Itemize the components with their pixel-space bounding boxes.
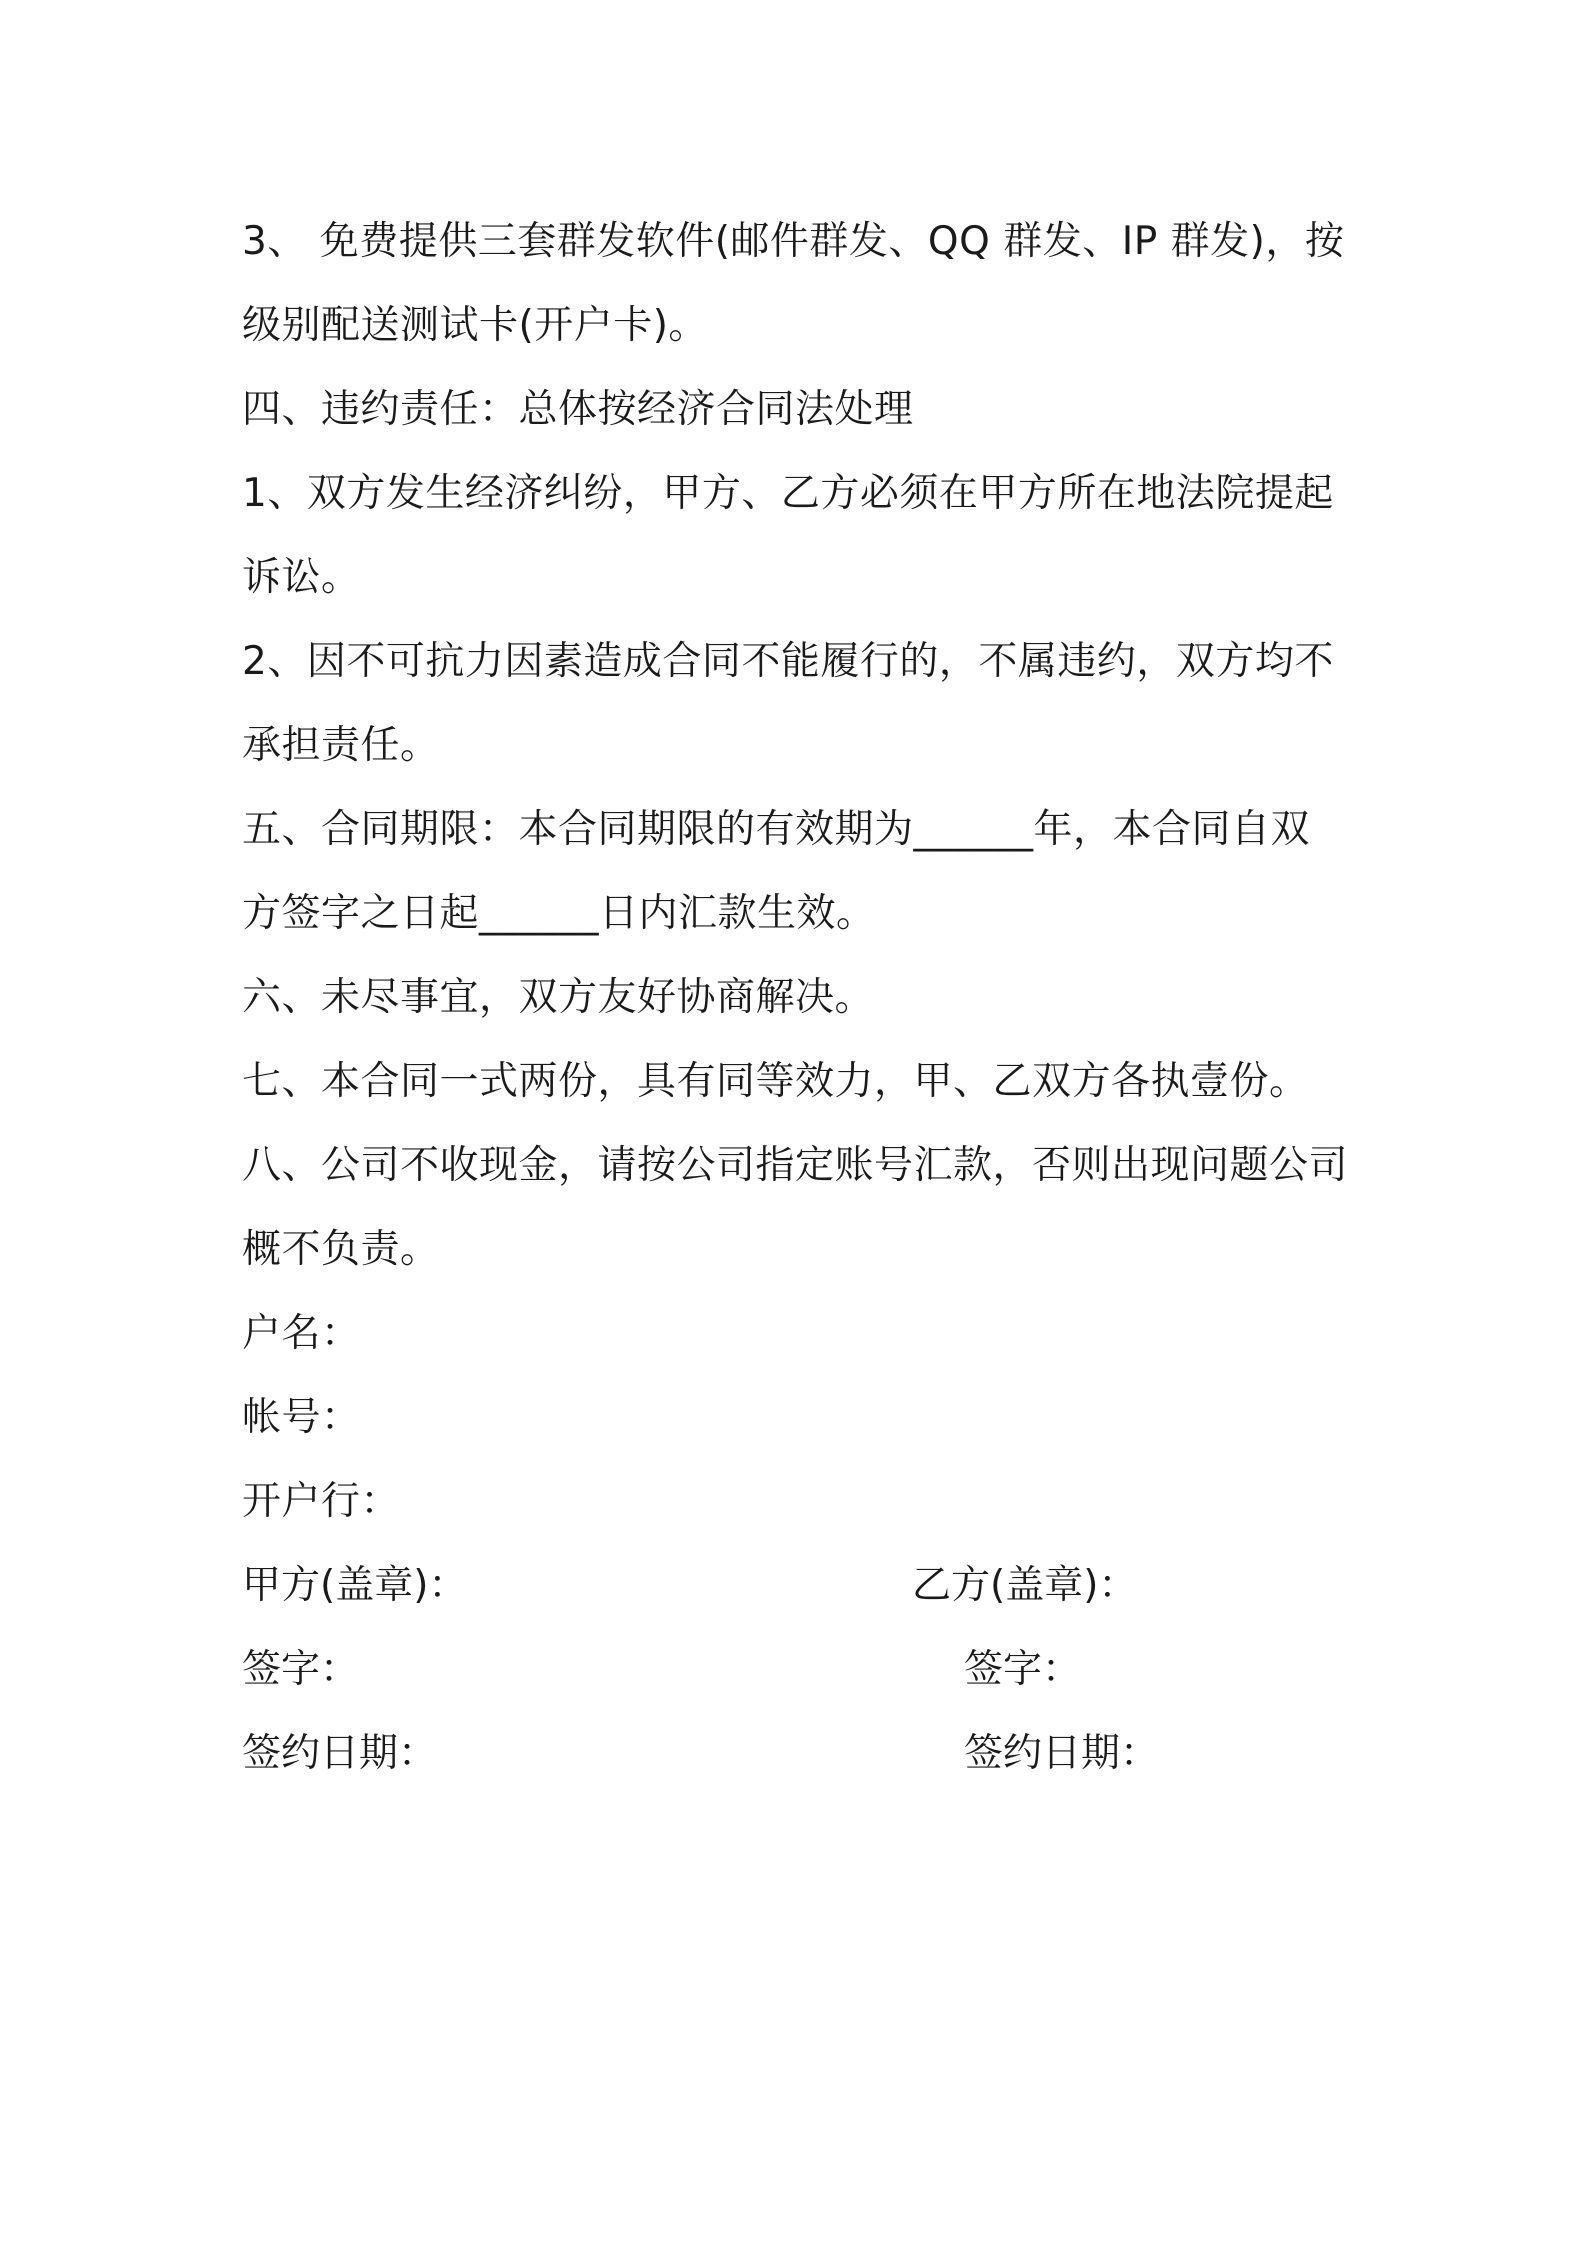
section-5-line-1: 五、合同期限：本合同期限的有效期为______年，本合同自双 xyxy=(242,807,1311,852)
account-name-label: 户名： xyxy=(242,1311,361,1356)
clause-3-line-2: 级别配送测试卡(开户卡)。 xyxy=(242,303,708,348)
section-7: 七、本合同一式两份，具有同等效力，甲、乙双方各执壹份。 xyxy=(242,1059,1309,1104)
section-8-line-1: 八、公司不收现金，请按公司指定账号汇款，否则出现问题公司 xyxy=(242,1143,1349,1188)
bank-label: 开户行： xyxy=(242,1479,401,1524)
party-a-date-label: 签约日期： xyxy=(242,1731,438,1776)
seal-row xyxy=(242,1544,1362,1628)
party-b-sign-label: 签字： xyxy=(964,1647,1082,1692)
account-number-label: 帐号： xyxy=(242,1395,361,1440)
section-8-line-2: 概不负责。 xyxy=(242,1227,440,1272)
party-b-date-label: 签约日期： xyxy=(964,1731,1160,1776)
section-4-item-1-line-2: 诉讼。 xyxy=(242,555,361,600)
section-4-item-1-line-1: 1、双方发生经济纠纷，甲方、乙方必须在甲方所在地法院提起 xyxy=(242,471,1334,516)
sign-row xyxy=(242,1628,1362,1712)
document-body xyxy=(242,200,1362,1796)
party-a-sign-label: 签字： xyxy=(242,1647,360,1692)
party-a-seal-label: 甲方(盖章)： xyxy=(242,1563,468,1608)
clause-3-line-1: 3、 免费提供三套群发软件(邮件群发、QQ 群发、IP 群发)，按 xyxy=(242,219,1345,264)
party-b-seal-label: 乙方(盖章)： xyxy=(912,1563,1138,1608)
date-row xyxy=(242,1712,1362,1796)
section-4-item-2-line-1: 2、因不可抗力因素造成合同不能履行的，不属违约，双方均不 xyxy=(242,639,1334,684)
section-4-heading: 四、违约责任：总体按经济合同法处理 xyxy=(242,387,914,432)
section-5-line-2: 方签字之日起______日内汇款生效。 xyxy=(242,891,876,936)
section-4-item-2-line-2: 承担责任。 xyxy=(242,723,440,768)
section-6: 六、未尽事宜，双方友好协商解决。 xyxy=(242,975,875,1020)
